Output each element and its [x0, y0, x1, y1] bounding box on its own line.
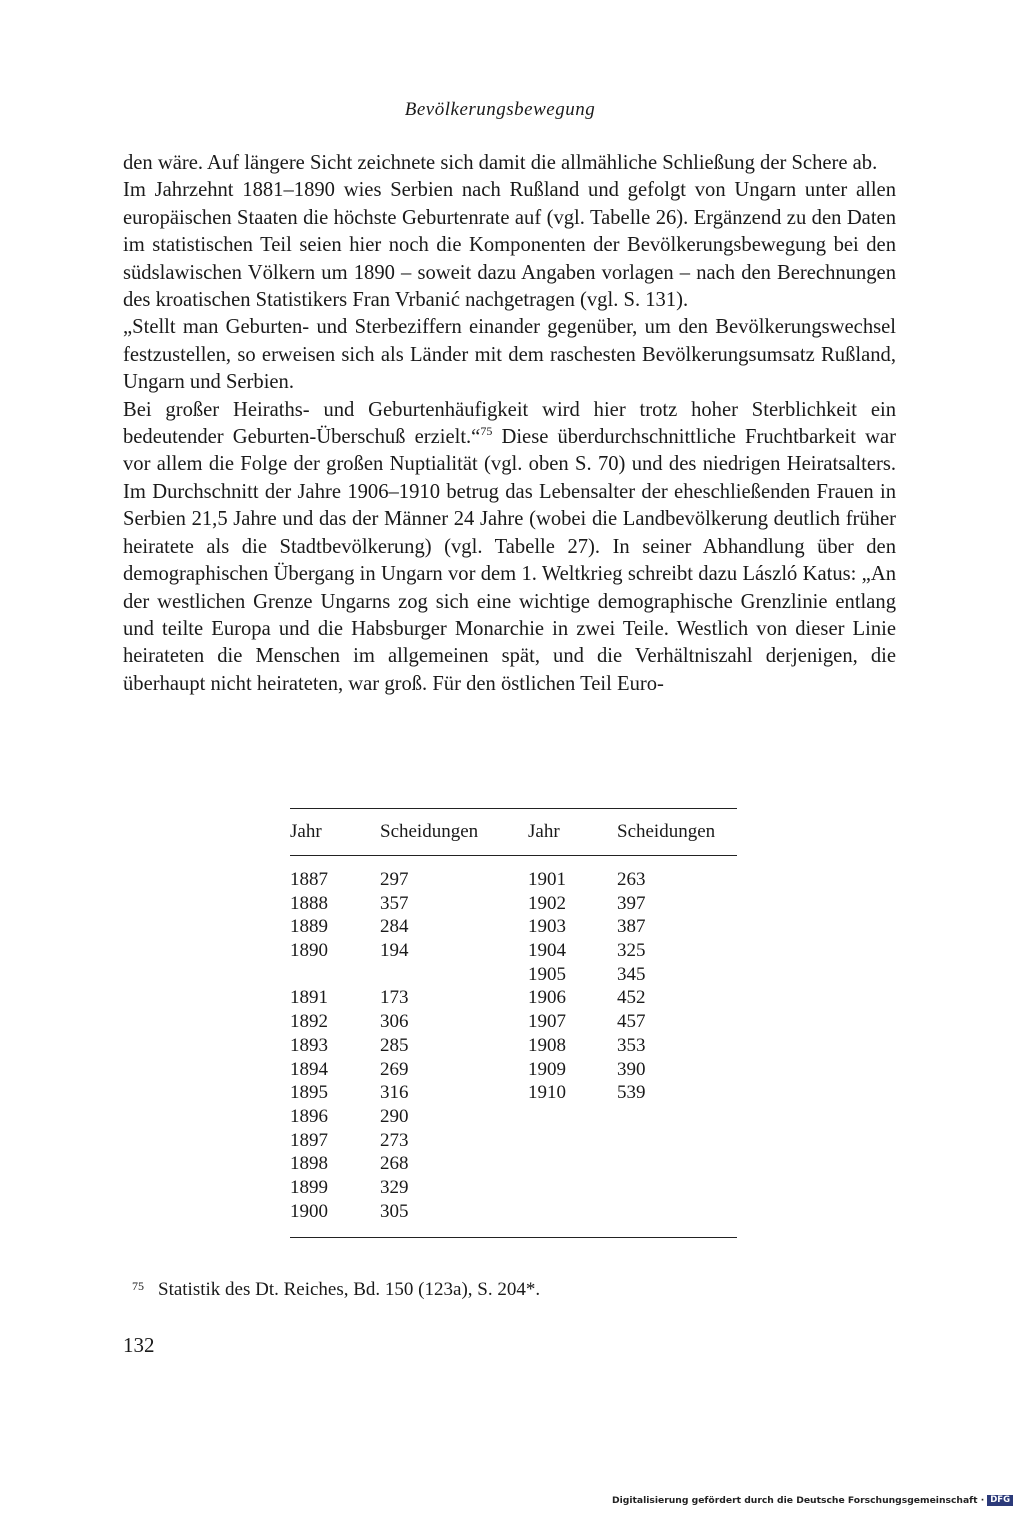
cell-divorces-2: 353 — [617, 1034, 646, 1056]
table-row — [290, 1105, 737, 1129]
table-row — [290, 1200, 737, 1224]
cell-divorces-2: 457 — [617, 1011, 646, 1033]
footnote-mark: 75 — [132, 1279, 144, 1293]
cell-year-2: 1910 — [528, 1082, 566, 1104]
paragraph-4-part-2: Diese überdurchschnittliche Fruchtbarkeit war vor allem die Folge der großen Nuptialität (vgl. oben S. 70) und des niedrigen Heiratsalters. Im Durchschnitt der Jahre 1906–1910 betrug das Lebensalter der eheschließenden Frauen in Serbien 21,5 Jahre und das der Männer 24 Jahre (wobei die Landbevölkerung deutlich früher heiratete als die Stadtbevölkerung) (vgl. Tabelle 27). In seiner Abhandlung über den demographischen Übergang in Ungarn vor dem 1. Weltkrieg schreibt dazu László Katus: „An der westlichen Grenze Ungarns zog sich eine wichtige demographische Grenzlinie entlang und teilte Europa und die Habsburger Monarchie in zwei Teile. Westlich von dieser Linie heirateten die Menschen im allgemeinen spät, und die Verhältniszahl derjenigen, die überhaupt nicht heirateten, war groß. Für den östlichen Teil Euro- — [123, 426, 896, 695]
cell-year-2 — [528, 1105, 617, 1129]
cell-divorces-2: 539 — [617, 1082, 646, 1104]
cell-divorces-1: 285 — [380, 1034, 409, 1056]
table-row — [290, 915, 737, 939]
cell-year-2 — [528, 1129, 617, 1153]
cell-divorces-2: 452 — [617, 987, 646, 1009]
cell-year-1: 1892 — [290, 1011, 328, 1033]
cell-divorces-2: 325 — [617, 940, 646, 962]
cell-year-2: 1906 — [528, 987, 566, 1009]
cell-divorces-2: 345 — [617, 963, 646, 985]
cell-year-2 — [528, 1176, 617, 1200]
cell-divorces-1: 306 — [380, 1011, 409, 1033]
footnote-text: Statistik des Dt. Reiches, Bd. 150 (123a), S. 204*. — [158, 1279, 541, 1300]
cell-year-1 — [290, 963, 380, 987]
cell-year-1: 1894 — [290, 1058, 328, 1080]
table-body — [290, 856, 737, 1237]
body-text — [123, 150, 896, 698]
cell-divorces-1: 269 — [380, 1058, 409, 1080]
cell-year-1: 1890 — [290, 940, 328, 962]
paragraph-4-part-1: Bei großer Heiraths- und Geburtenhäufigkeit wird hier trotz hoher Sterblichkeit ein bedeutender Geburten-Überschuß erzielt.“ — [123, 398, 896, 449]
cell-divorces-2: 390 — [617, 1058, 646, 1080]
cell-divorces-1: 173 — [380, 987, 409, 1009]
cell-year-1: 1896 — [290, 1105, 328, 1127]
cell-divorces-1: 316 — [380, 1082, 409, 1104]
cell-divorces-1: 290 — [380, 1105, 409, 1127]
cell-year-1: 1889 — [290, 916, 328, 938]
cell-year-1: 1899 — [290, 1176, 328, 1198]
cell-divorces-2: 397 — [617, 892, 646, 914]
footnote-reference: 75 — [480, 424, 493, 439]
header-divorces-2: Scheidungen — [617, 821, 716, 842]
cell-year-2 — [528, 1152, 617, 1176]
cell-divorces-1: 329 — [380, 1176, 409, 1198]
cell-divorces-1: 297 — [380, 869, 409, 890]
paragraph-2: Im Jahrzehnt 1881–1890 wies Serbien nach Rußland und gefolgt von Ungarn unter allen europäischen Staaten die höchste Geburtenrate auf (vgl. Tabelle 26). Ergänzend zu den Daten im statistischen Teil seien hier noch die Komponenten der Bevölkerungsbewegung bei den südslawischen Völkern um 1890 – soweit dazu Angaben vorlagen – nach den Berechnungen des kroatischen Statistikers Fran Vrbanić nachgetragen (vgl. S. 131). — [123, 179, 896, 312]
credit-text: Digitalisierung gefördert durch die Deutsche Forschungsgemeinschaft · — [612, 1495, 985, 1506]
header-year-2: Jahr — [528, 821, 560, 842]
cell-divorces-1: 268 — [380, 1153, 409, 1175]
cell-year-2: 1902 — [528, 892, 566, 914]
cell-year-2: 1908 — [528, 1034, 566, 1056]
table-row — [290, 868, 737, 892]
cell-year-1: 1898 — [290, 1153, 328, 1175]
cell-year-1: 1891 — [290, 987, 328, 1009]
cell-divorces-1 — [380, 963, 528, 987]
cell-year-1: 1888 — [290, 892, 328, 914]
table-row — [290, 1176, 737, 1200]
cell-year-1: 1900 — [290, 1200, 328, 1222]
cell-divorces-2: 263 — [617, 869, 646, 890]
table-row — [290, 1129, 737, 1153]
table-header — [290, 809, 737, 855]
table-row — [290, 963, 737, 987]
cell-year-2: 1909 — [528, 1058, 566, 1080]
table-row — [290, 1058, 737, 1082]
header-divorces-1: Scheidungen — [380, 821, 479, 842]
cell-divorces-2 — [617, 1176, 737, 1200]
table-row — [290, 1081, 737, 1105]
cell-year-2 — [528, 1200, 617, 1224]
table-row — [290, 986, 737, 1010]
table-row — [290, 939, 737, 963]
divorce-table — [290, 808, 737, 1238]
cell-divorces-1: 284 — [380, 916, 409, 938]
cell-divorces-2: 387 — [617, 916, 646, 938]
cell-divorces-2 — [617, 1105, 737, 1129]
cell-year-1: 1895 — [290, 1082, 328, 1104]
digitization-credit — [612, 1495, 1013, 1506]
header-year-1: Jahr — [290, 821, 322, 842]
table-row — [290, 1034, 737, 1058]
table-row — [290, 1010, 737, 1034]
cell-divorces-1: 305 — [380, 1200, 409, 1222]
paragraph-4 — [123, 397, 896, 698]
page-number: 132 — [123, 1333, 155, 1357]
cell-year-2: 1901 — [528, 869, 566, 890]
table-row — [290, 892, 737, 916]
cell-year-1: 1897 — [290, 1129, 328, 1151]
cell-year-2: 1904 — [528, 940, 566, 962]
table-bottom-rule — [290, 1237, 737, 1238]
paragraph-1: den wäre. Auf längere Sicht zeichnete sich damit die allmähliche Schließung der Schere ab. — [123, 152, 878, 174]
cell-year-2: 1907 — [528, 1011, 566, 1033]
cell-divorces-2 — [617, 1129, 737, 1153]
cell-divorces-1: 194 — [380, 940, 409, 962]
paragraph-3: „Stellt man Geburten- und Sterbeziffern einander gegenüber, um den Bevölkerungswechsel festzustellen, so erweisen sich als Länder mit dem raschesten Bevölkerungsumsatz Rußland, Ungarn und Serbien. — [123, 316, 896, 394]
cell-year-2: 1905 — [528, 963, 566, 985]
cell-divorces-2 — [617, 1200, 737, 1224]
cell-divorces-1: 357 — [380, 892, 409, 914]
footnote — [132, 1279, 540, 1301]
running-head: Bevölkerungsbewegung — [404, 99, 596, 120]
cell-divorces-2 — [617, 1152, 737, 1176]
cell-year-2: 1903 — [528, 916, 566, 938]
cell-year-1: 1893 — [290, 1034, 328, 1056]
cell-year-1: 1887 — [290, 869, 328, 890]
table-row — [290, 1152, 737, 1176]
cell-divorces-1: 273 — [380, 1129, 409, 1151]
dfg-logo: DFG — [987, 1495, 1013, 1506]
